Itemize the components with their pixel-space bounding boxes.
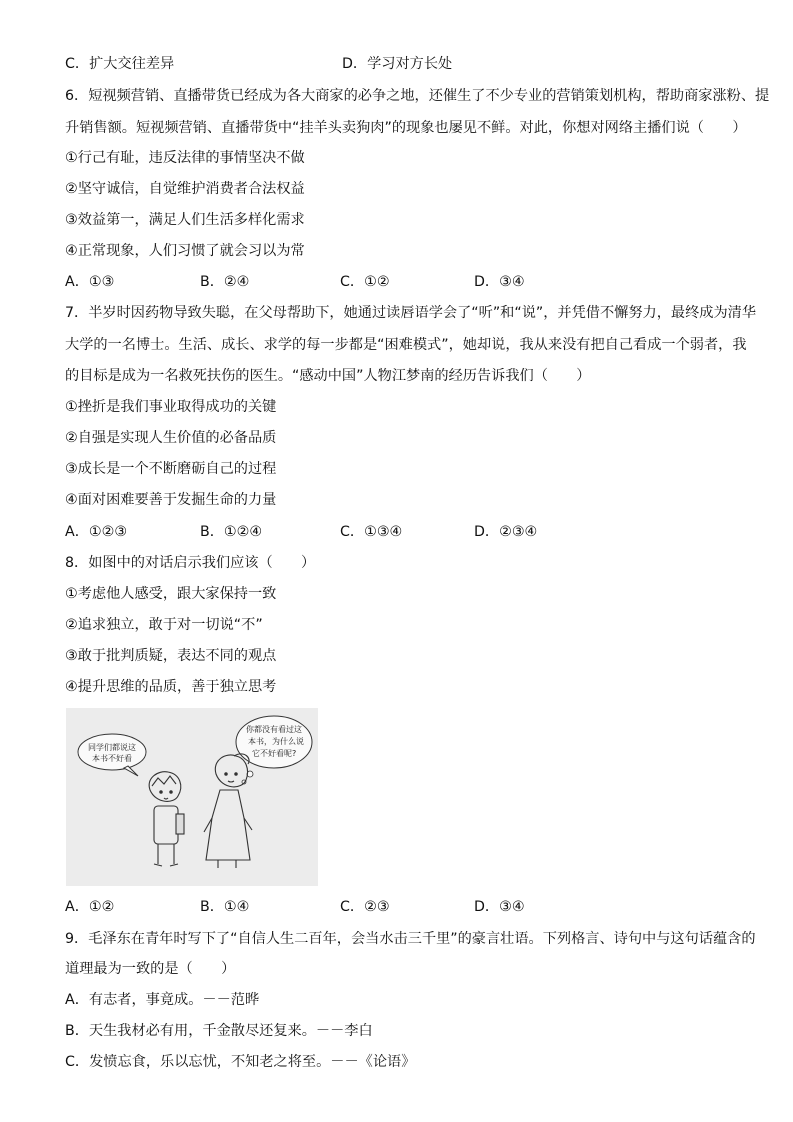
question9-option-c: C．发愤忘食，乐以忘忧，不知老之将至。－－《论语》 bbox=[65, 1054, 416, 1070]
question5-option-d: D．学习对方长处 bbox=[342, 56, 453, 72]
speech-bubble-left-line2: 本书不好看 bbox=[92, 754, 132, 763]
question5-option-c: C．扩大交往差异 bbox=[65, 56, 175, 72]
question7-option-c: C．①③④ bbox=[340, 524, 403, 540]
question8-option-b: B．①④ bbox=[200, 899, 250, 915]
question8-option-d: D．③④ bbox=[474, 899, 525, 915]
question6-item-1: ①行己有耻，违反法律的事情坚决不做 bbox=[65, 150, 305, 166]
question8-item-4: ④提升思维的品质，善于独立思考 bbox=[65, 679, 277, 695]
question7-item-1: ①挫折是我们事业取得成功的关键 bbox=[65, 399, 277, 415]
question7-item-3: ③成长是一个不断磨砺自己的过程 bbox=[65, 461, 277, 477]
question7-option-a: A．①②③ bbox=[65, 524, 128, 540]
question7-item-4: ④面对困难要善于发掘生命的力量 bbox=[65, 492, 277, 508]
question7-stem-line1: 7．半岁时因药物导致失聪，在父母帮助下，她通过读唇语学会了“听”和“说”，并凭借不懈努力，最终成为清华 bbox=[65, 305, 757, 321]
question7-stem-line2: 大学的一名博士。生活、成长、求学的每一步都是“困难模式”，她却说，我从来没有把自己看成一个弱者，我 bbox=[65, 337, 747, 353]
question7-stem-line3: 的目标是成为一名救死扶伤的医生。“感动中国”人物江梦南的经历告诉我们（ ） bbox=[65, 368, 591, 384]
question8-item-2: ②追求独立，敢于对一切说“不” bbox=[65, 617, 263, 633]
question8-option-c: C．②③ bbox=[340, 899, 390, 915]
teacher-figure bbox=[204, 754, 252, 868]
question6-item-4: ④正常现象，人们习惯了就会习以为常 bbox=[65, 243, 305, 259]
question6-item-3: ③效益第一，满足人们生活多样化需求 bbox=[65, 212, 305, 228]
question6-option-b: B．②④ bbox=[200, 274, 250, 290]
question6-option-c: C．①② bbox=[340, 274, 390, 290]
question9-option-a: A．有志者，事竟成。－－范晔 bbox=[65, 992, 260, 1008]
question9-stem-line1: 9．毛泽东在青年时写下了“自信人生二百年，会当水击三千里”的豪言壮语。下列格言、诗句中与这句话蕴含的 bbox=[65, 931, 756, 947]
question8-stem: 8．如图中的对话启示我们应该（ ） bbox=[65, 555, 316, 571]
question6-stem-line2: 升销售额。短视频营销、直播带货中“挂羊头卖狗肉”的现象也屡见不鲜。对此，你想对网络主播们说（ ） bbox=[65, 120, 747, 136]
speech-bubble-right-line3: 它不好看呢? bbox=[252, 749, 297, 758]
question7-option-d: D．②③④ bbox=[474, 524, 538, 540]
dialogue-cartoon-figure bbox=[66, 708, 318, 886]
question6-stem-line1: 6．短视频营销、直播带货已经成为各大商家的必争之地，还催生了不少专业的营销策划机构，帮助商家涨粉、提 bbox=[65, 88, 770, 104]
speech-bubble-right-line1: 你都没有看过这 bbox=[246, 725, 302, 734]
speech-bubble-right-line2: 本书，为什么说 bbox=[248, 737, 304, 746]
question9-stem-line2: 道理最为一致的是（ ） bbox=[65, 961, 236, 977]
question8-item-3: ③敢于批判质疑，表达不同的观点 bbox=[65, 648, 277, 664]
question8-item-1: ①考虑他人感受，跟大家保持一致 bbox=[65, 586, 277, 602]
speech-bubble-left bbox=[78, 734, 146, 776]
question6-option-d: D．③④ bbox=[474, 274, 525, 290]
speech-bubble-left-line1: 同学们都说这 bbox=[88, 743, 136, 752]
question6-item-2: ②坚守诚信，自觉维护消费者合法权益 bbox=[65, 181, 305, 197]
question9-option-b: B．天生我材必有用，千金散尽还复来。－－李白 bbox=[65, 1023, 373, 1039]
student-figure bbox=[149, 772, 184, 866]
question7-option-b: B．①②④ bbox=[200, 524, 263, 540]
question8-option-a: A．①② bbox=[65, 899, 115, 915]
question7-item-2: ②自强是实现人生价值的必备品质 bbox=[65, 430, 277, 446]
question6-option-a: A．①③ bbox=[65, 274, 115, 290]
